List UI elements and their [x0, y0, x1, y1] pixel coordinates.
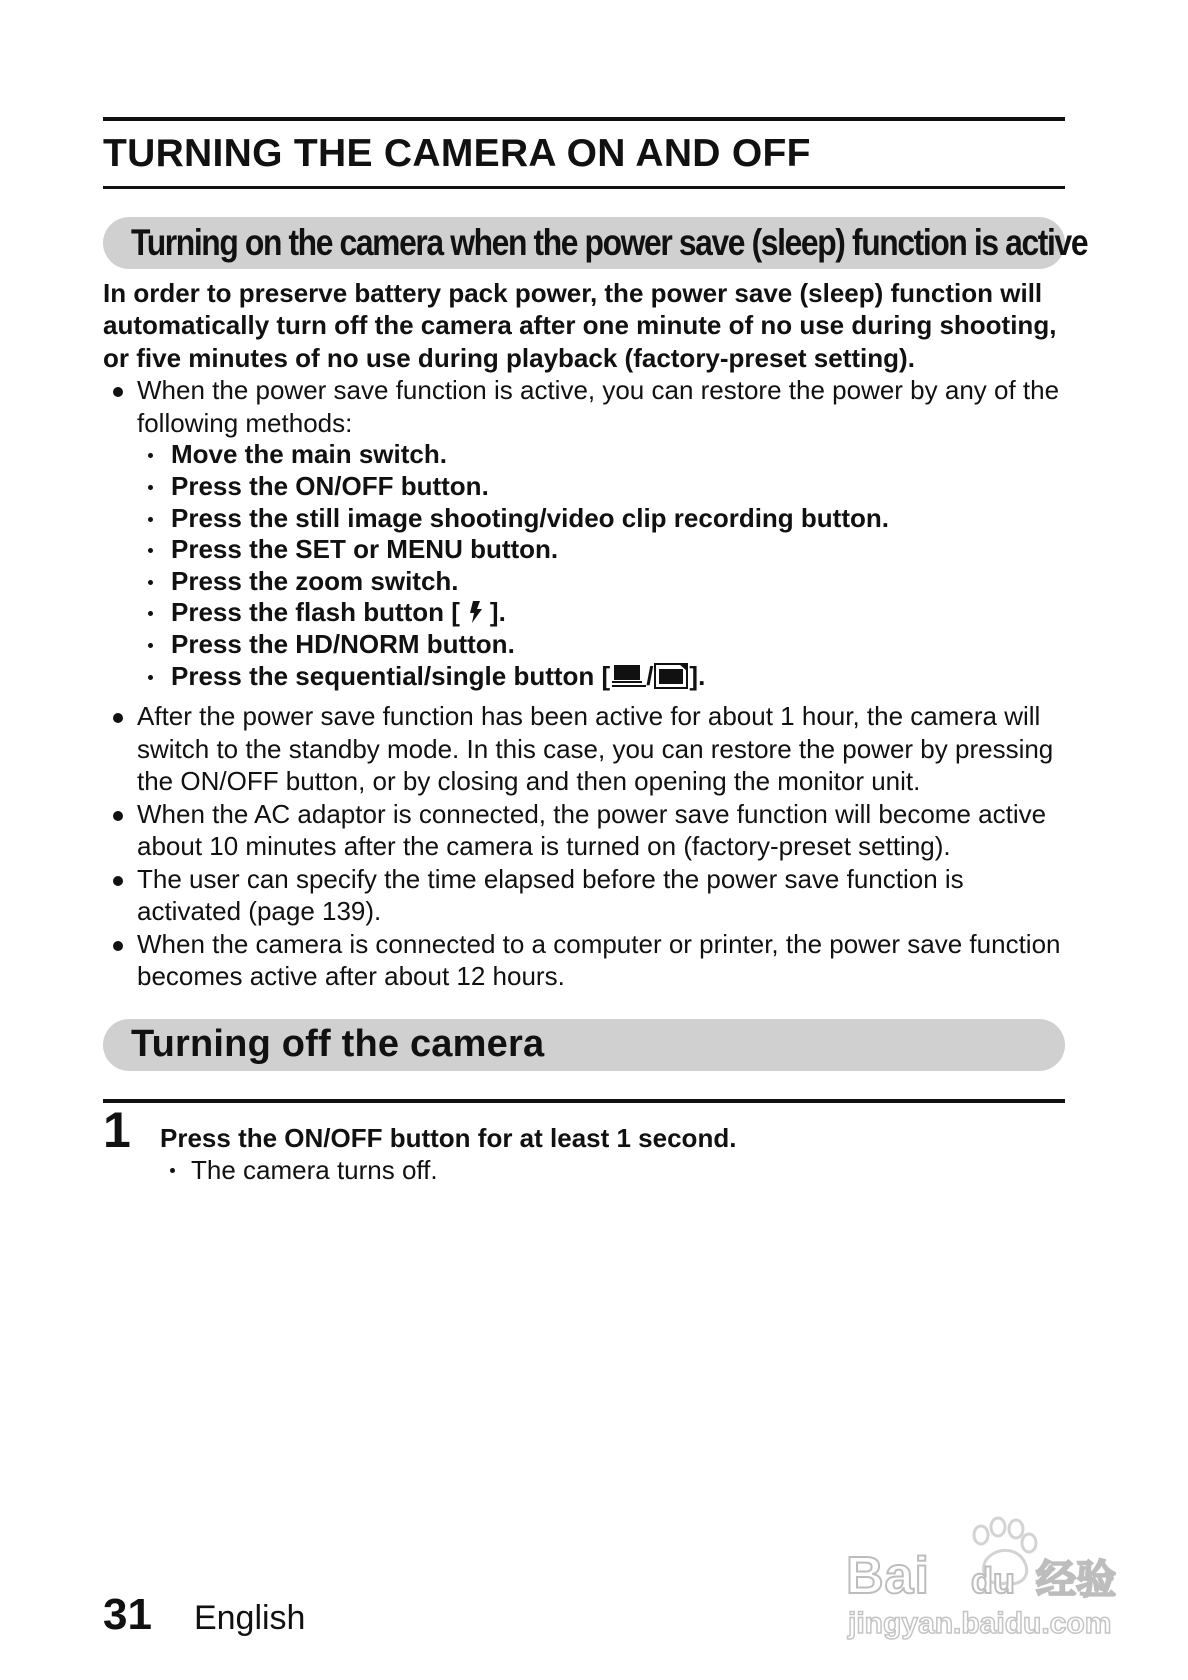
svg-text:du: du — [971, 1560, 1015, 1601]
step-1 — [103, 1103, 1065, 1193]
method-item: Move the main switch. — [137, 439, 1065, 471]
section-heading-turn-off — [103, 1019, 1065, 1071]
bullet-dot — [113, 941, 123, 951]
step-result: The camera turns off. — [160, 1155, 438, 1186]
step-instruction: Press the ON/OFF button for at least 1 second. — [160, 1122, 737, 1153]
method-item: Press the SET or MENU button. — [137, 534, 1065, 566]
bullet-dot — [113, 713, 123, 723]
bullet-dot — [113, 811, 123, 821]
baidu-watermark-logo — [846, 1505, 1146, 1655]
bullet-text: When the AC adaptor is connected, the power save function will become active about 10 minutes after the camera is turned on (factory-preset setting). — [137, 798, 1047, 862]
svg-text:jingyan.baidu.com: jingyan.baidu.com — [848, 1607, 1112, 1640]
section-heading-turn-off-text: Turning off the camera — [131, 1023, 545, 1066]
sequential-shot-icon — [610, 662, 646, 690]
list-item — [103, 928, 1065, 993]
bullet-dot — [113, 876, 123, 886]
list-item — [103, 863, 1065, 928]
page-number: 31 — [103, 1590, 152, 1639]
svg-text:经验: 经验 — [1036, 1557, 1116, 1603]
bullet-text: After the power save function has been active for about 1 hour, the camera will switch to the standby mode. In this case, you can restore the power by pressing the ON/OFF button, or by closing and then opening the monitor unit. — [137, 701, 1054, 797]
list-item — [103, 700, 1065, 798]
single-shot-icon — [653, 662, 689, 690]
list-item — [103, 798, 1065, 863]
title-rule — [103, 186, 1065, 189]
restore-methods-list — [137, 439, 1065, 692]
section-heading-sleep — [103, 217, 1088, 269]
list-item — [103, 374, 1065, 692]
bullet-text: When the camera is connected to a computer or printer, the power save function becomes active after about 12 hours. — [137, 928, 1061, 992]
method-item: Press the ON/OFF button. — [137, 471, 1065, 503]
method-item: Press the still image shooting/video clip recording button. — [137, 503, 1065, 535]
page-title: TURNING THE CAMERA ON AND OFF — [103, 132, 811, 175]
manual-page — [103, 117, 1088, 1193]
method-item-sequential: Press the sequential/single button [ / ]. — [137, 661, 1065, 693]
step-number: 1 — [103, 1101, 131, 1158]
method-item: Press the HD/NORM button. — [137, 629, 1065, 661]
flash-icon — [468, 600, 484, 624]
page-footer — [103, 1590, 305, 1640]
svg-text:Bai: Bai — [846, 1547, 930, 1605]
method-item: Press the zoom switch. — [137, 566, 1065, 598]
bullet-dot — [113, 387, 123, 397]
bullet-text: The user can specify the time elapsed before the power save function is activated (page 139). — [137, 863, 964, 927]
method-item-flash: Press the flash button [ ]. — [137, 597, 1065, 629]
bullet-list — [103, 374, 1065, 992]
section-heading-sleep-text: Turning on the camera when the power save (sleep) function is active — [131, 221, 1088, 263]
page-language: English — [193, 1599, 306, 1637]
bullet-text: When the power save function is active, you can restore the power by any of the following methods: — [137, 375, 1060, 438]
intro-paragraph: In order to preserve battery pack power, the power save (sleep) function will automatically turn off the camera after one minute of no use during shooting, or five minutes of no use during playback (factory-preset setting). — [103, 277, 1057, 373]
